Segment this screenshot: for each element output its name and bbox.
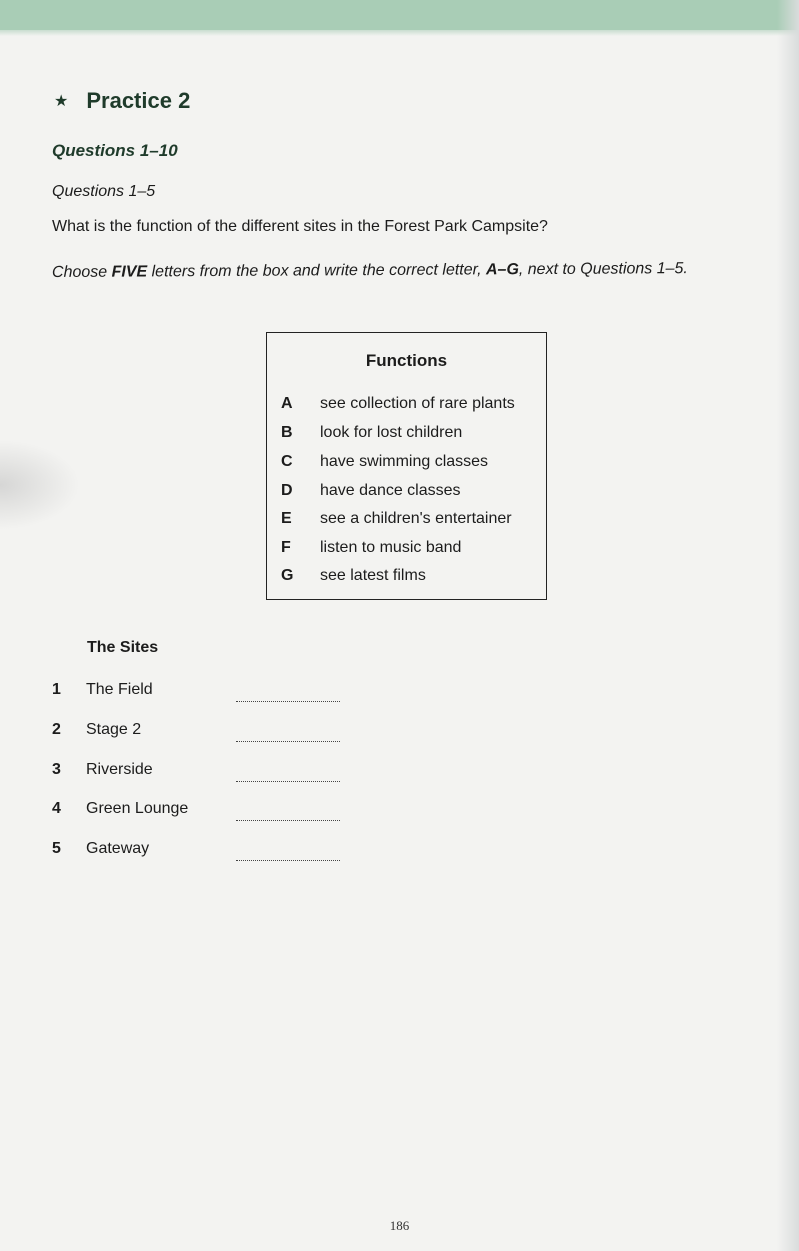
answer-blank[interactable] <box>236 687 340 702</box>
answer-blank[interactable] <box>236 806 340 821</box>
site-name: Stage 2 <box>86 721 142 738</box>
option-letter: F <box>281 539 291 556</box>
site-number: 2 <box>52 721 61 738</box>
site-name: The Field <box>86 681 153 698</box>
answer-blank[interactable] <box>236 767 340 782</box>
function-option <box>281 539 461 557</box>
option-letter: G <box>281 567 294 584</box>
sites-heading: The Sites <box>87 639 159 656</box>
site-number: 1 <box>52 681 61 698</box>
questions-subrange: Questions 1–5 <box>52 183 156 200</box>
function-option <box>281 453 488 471</box>
star-icon: ★ <box>54 93 69 110</box>
site-row <box>52 761 340 782</box>
site-row <box>52 721 340 742</box>
function-option <box>281 510 512 528</box>
questions-range: Questions 1–10 <box>52 141 178 160</box>
option-text: see collection of rare plants <box>320 395 515 412</box>
site-number: 5 <box>52 840 61 857</box>
site-row <box>52 800 340 821</box>
option-text: see latest films <box>320 567 426 584</box>
site-row <box>52 681 340 702</box>
instruction-bold: A–G <box>485 261 519 279</box>
answer-blank[interactable] <box>236 727 340 742</box>
page-number: 186 <box>389 1218 410 1233</box>
option-text: have swimming classes <box>320 453 489 470</box>
option-letter: B <box>281 424 293 441</box>
page-title: Practice 2 <box>86 88 191 113</box>
option-letter: A <box>281 395 293 412</box>
top-color-band <box>0 0 799 30</box>
function-option <box>281 567 426 585</box>
option-letter: C <box>281 453 293 470</box>
instruction-part: Choose <box>51 263 112 281</box>
function-option <box>281 482 461 500</box>
function-option <box>281 395 515 413</box>
question-text: What is the function of the different sites in the Forest Park Campsite? <box>52 218 548 235</box>
function-option <box>281 424 462 442</box>
answer-blank[interactable] <box>236 846 340 861</box>
option-text: have dance classes <box>320 482 461 499</box>
instruction-part: letters from the box and write the correct letter, <box>147 261 487 281</box>
functions-box <box>266 332 547 600</box>
option-text: listen to music band <box>320 539 462 556</box>
site-name: Gateway <box>86 840 150 857</box>
shadow-smudge <box>0 440 80 530</box>
site-number: 3 <box>52 761 61 778</box>
option-text: see a children's entertainer <box>320 510 512 527</box>
instruction-part: , next to Questions 1–5. <box>518 260 688 279</box>
site-name: Riverside <box>86 761 153 778</box>
functions-title: Functions <box>365 351 448 370</box>
instruction-bold: FIVE <box>111 263 148 281</box>
site-number: 4 <box>52 800 61 817</box>
instruction-text <box>52 260 688 282</box>
site-name: Green Lounge <box>86 800 189 817</box>
option-text: look for lost children <box>320 424 463 441</box>
page-edge-shadow <box>777 0 799 1251</box>
section-heading <box>54 88 190 114</box>
option-letter: E <box>281 510 292 527</box>
site-row <box>52 840 340 861</box>
option-letter: D <box>281 482 293 499</box>
